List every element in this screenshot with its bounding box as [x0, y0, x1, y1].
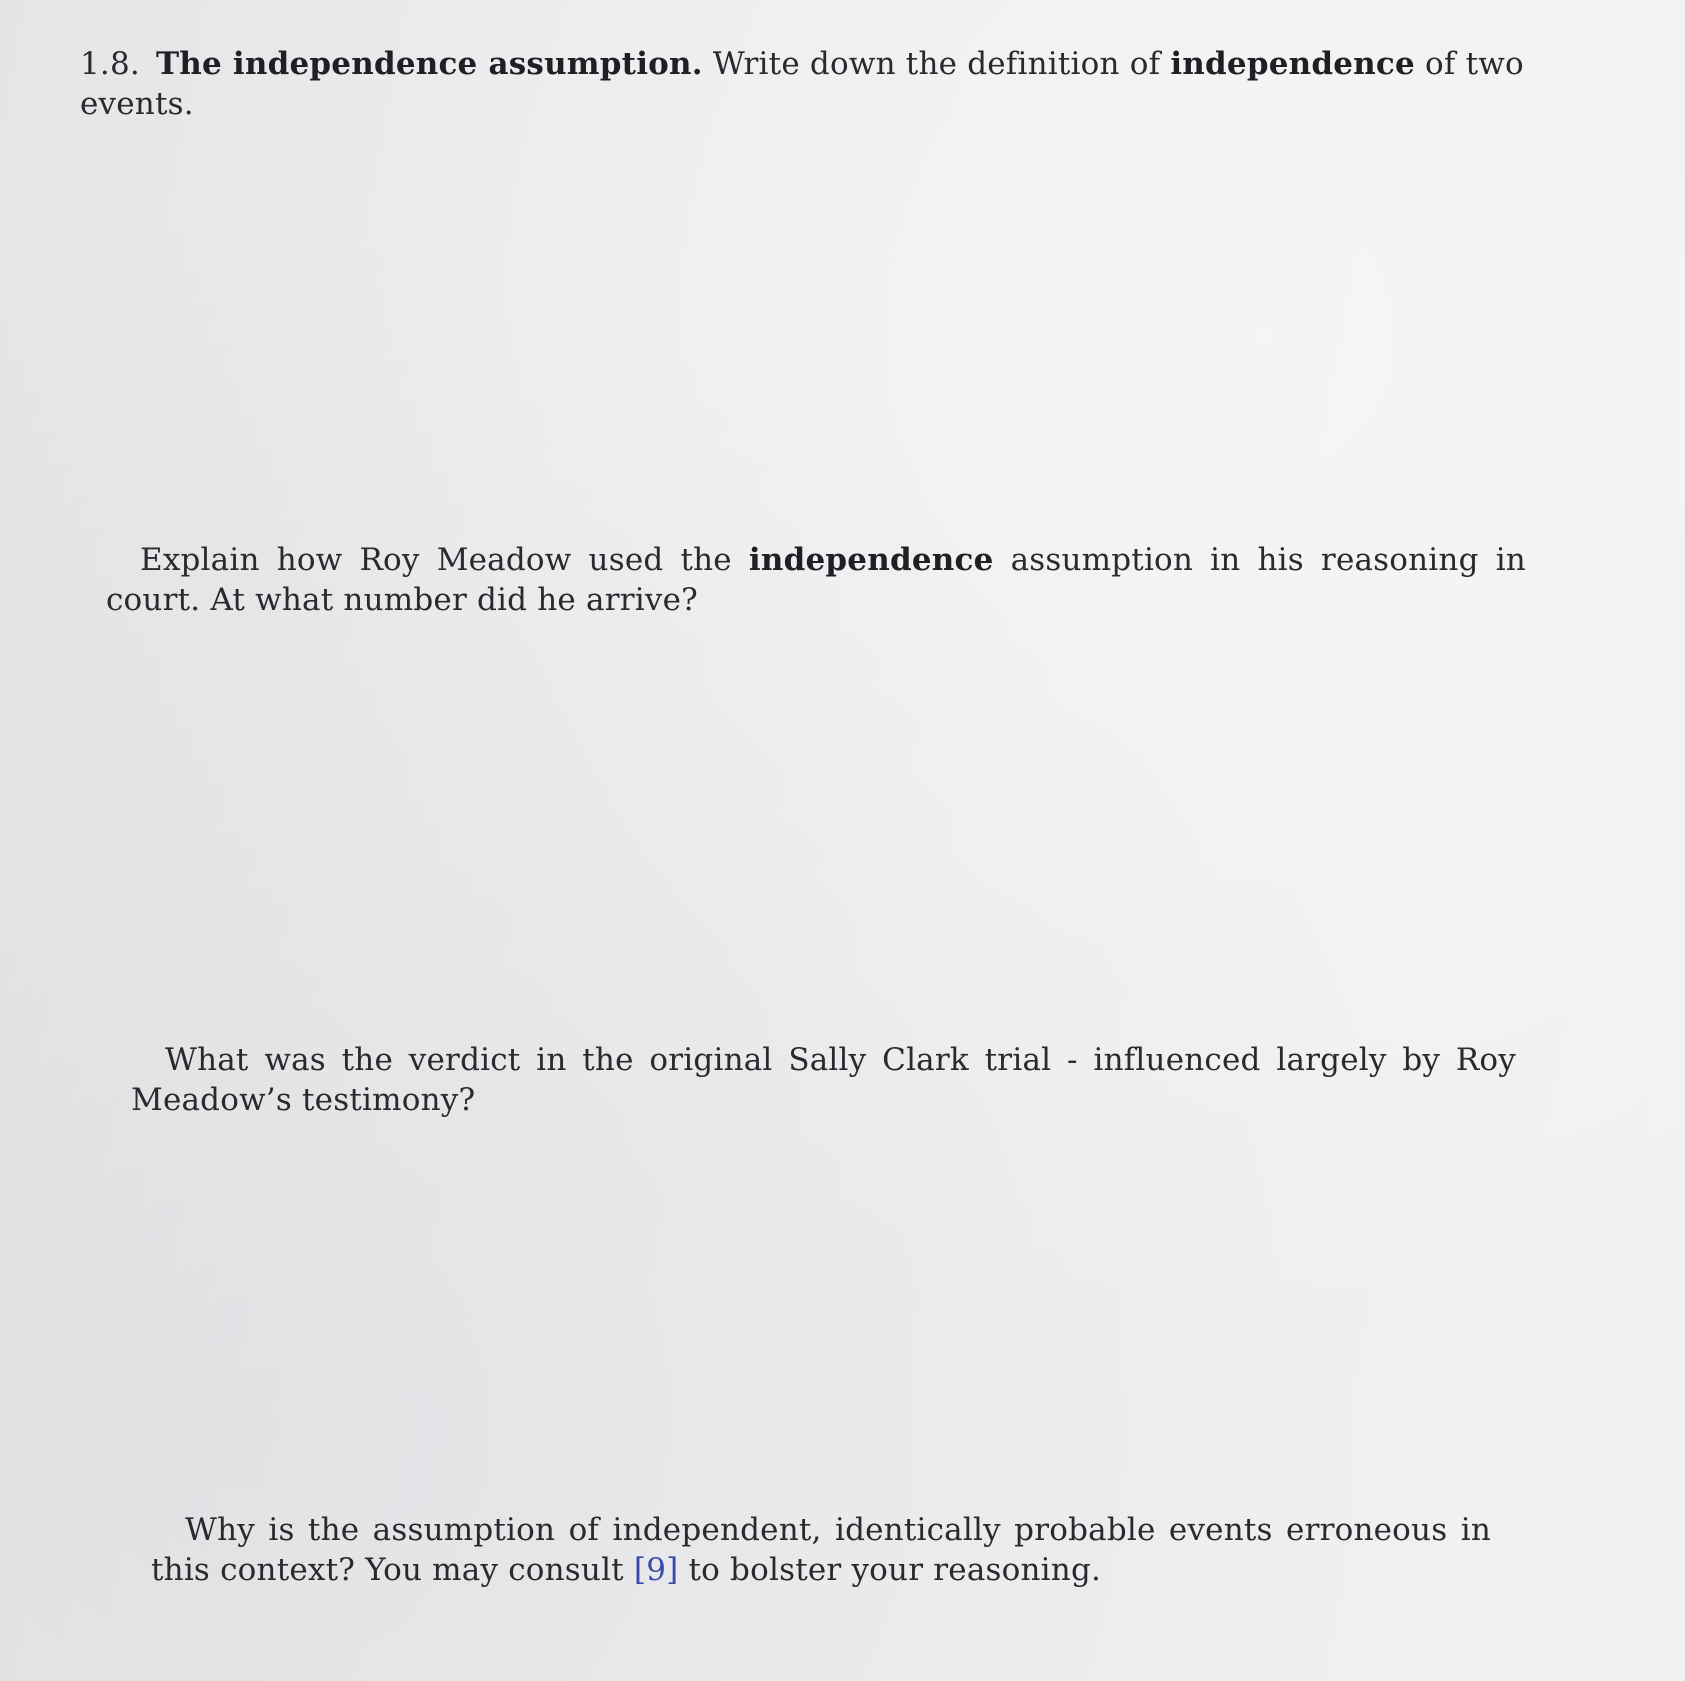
citation-link[interactable]: [9]: [633, 1552, 679, 1588]
problem-heading: [80, 44, 1640, 124]
problem-prompt-end: of two events.: [80, 46, 1524, 122]
question-verdict: [131, 1040, 1516, 1120]
problem-prompt-start: Write down the definition of: [712, 46, 1161, 82]
problem-title: The independence assumption.: [155, 46, 703, 82]
question2-text-start: Explain how Roy Meadow used the: [140, 542, 732, 578]
question4-text-start: Why is the assumption of independent, identically probable events erroneous in this context? You may consult: [151, 1512, 1491, 1588]
question4-text-end: to bolster your reasoning.: [688, 1552, 1102, 1588]
question-assumption-error: [151, 1510, 1491, 1590]
question-roy-meadow-reasoning: [106, 540, 1526, 620]
question2-bold: independence: [748, 542, 994, 578]
problem-prompt-bold: independence: [1170, 46, 1415, 82]
problem-number: 1.8.: [80, 46, 140, 82]
question2-text-end: assumption in his reasoning in court. At what number did he arrive?: [106, 542, 1526, 618]
question3-text: What was the verdict in the original Sally Clark trial - influenced largely by Roy Meadow’s testimony?: [131, 1042, 1516, 1118]
